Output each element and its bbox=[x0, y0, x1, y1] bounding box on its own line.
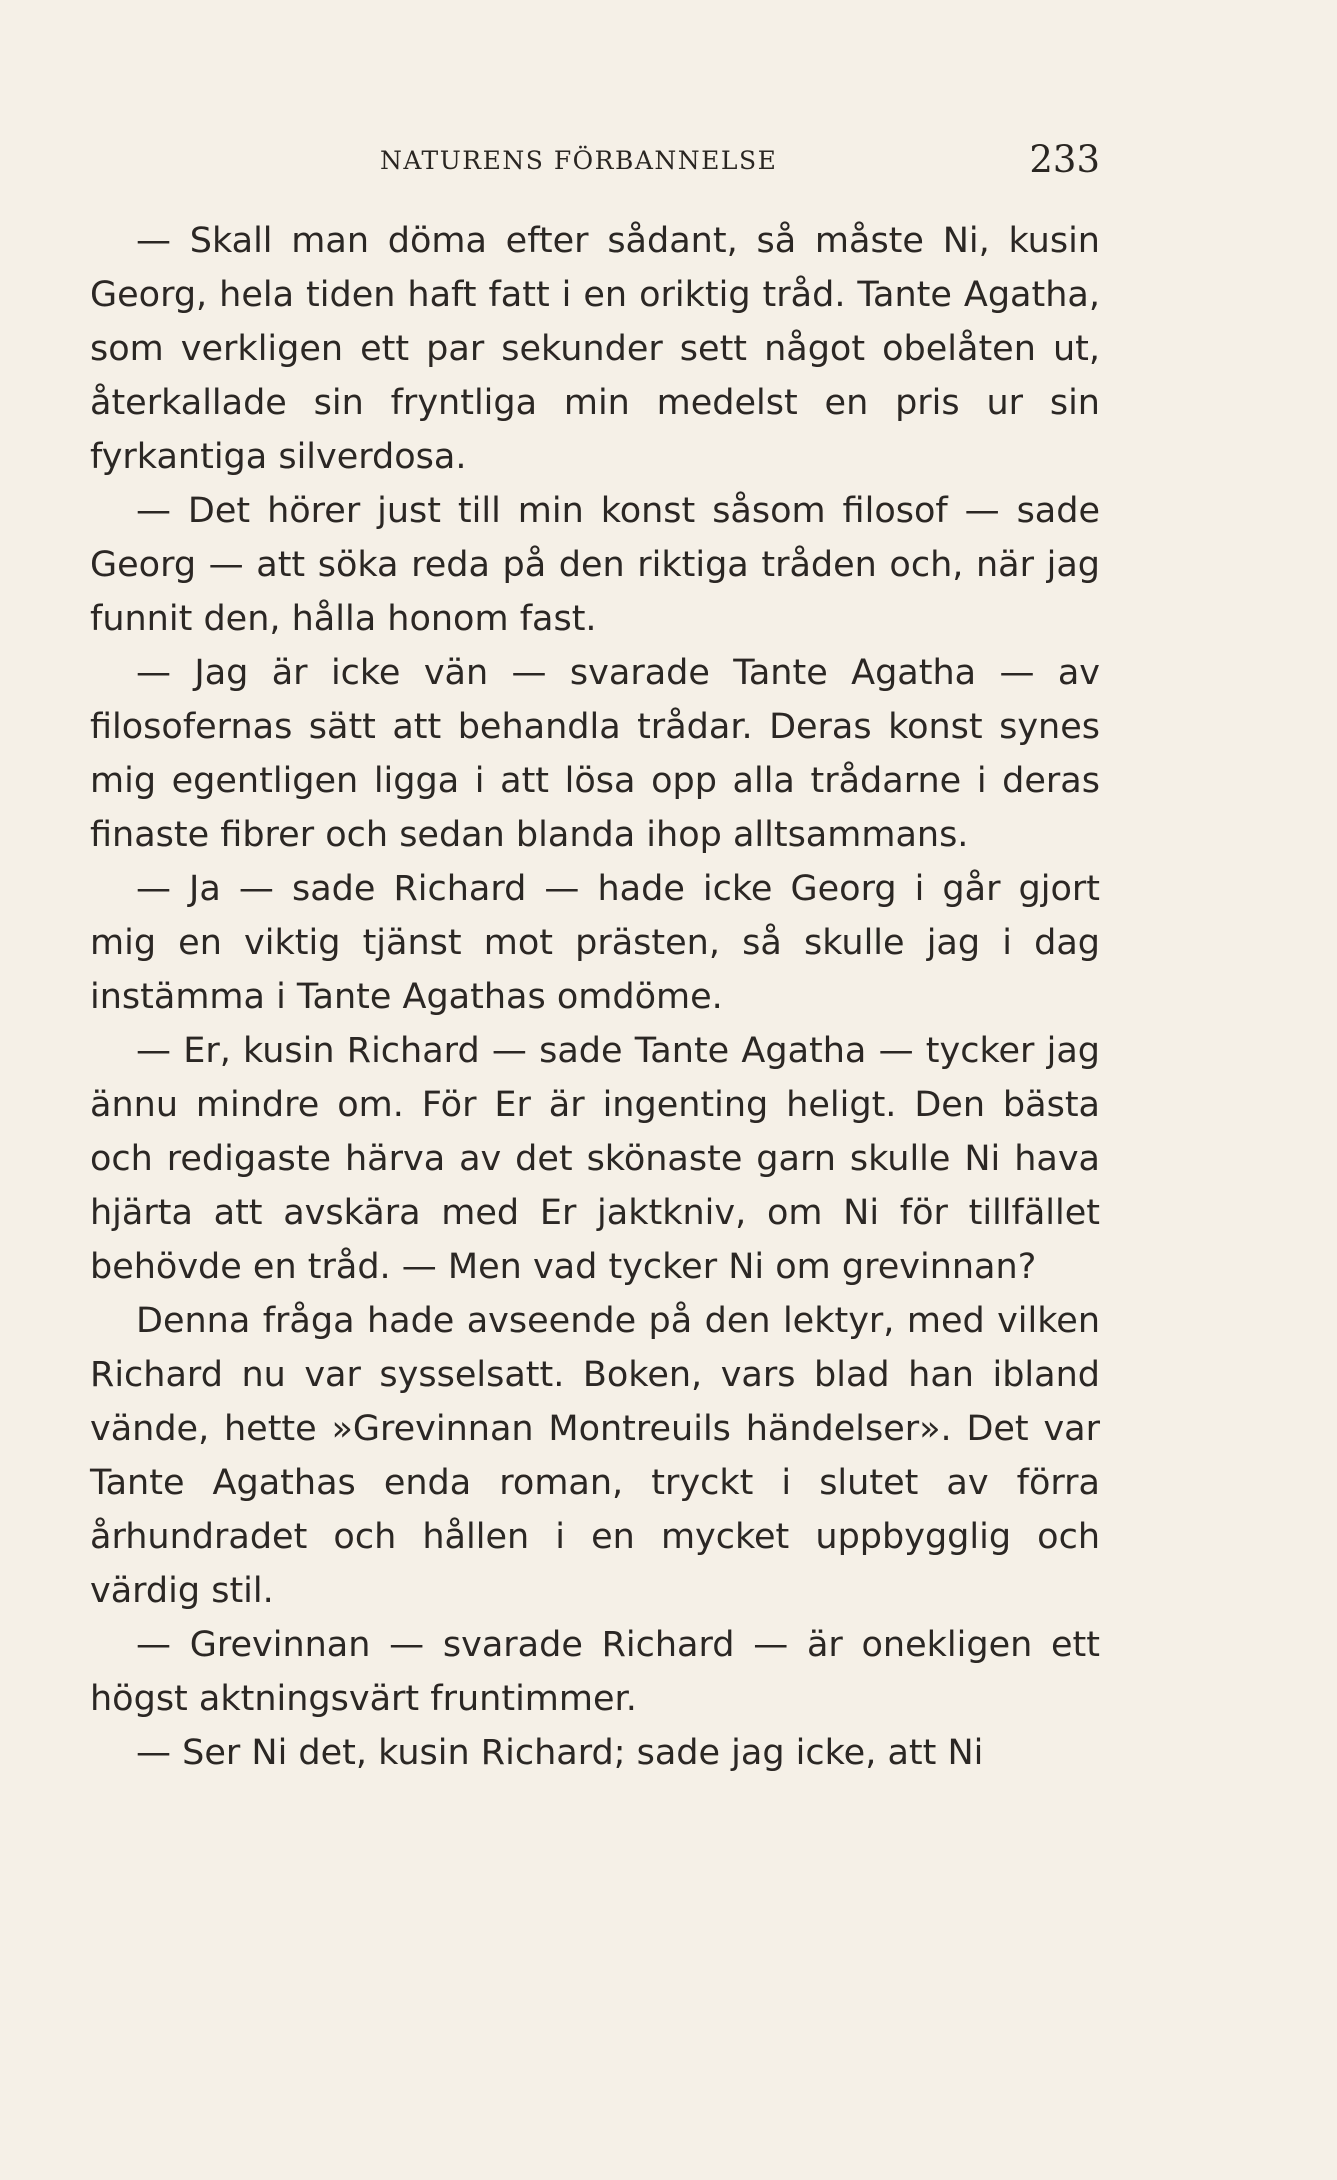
paragraph: — Grevinnan — svarade Richard — är onekligen ett högst aktningsvärt fruntimmer. bbox=[90, 1625, 1100, 1719]
page-number: 233 bbox=[1029, 138, 1100, 181]
running-title: NATURENS FÖRBANNELSE bbox=[380, 146, 778, 175]
paragraph: — Ja — sade Richard — hade icke Georg i går gjort mig en viktig tjänst mot prästen, så skulle jag i dag instämma i Tante Agathas omdöme. bbox=[90, 869, 1100, 1017]
page-header bbox=[90, 138, 1100, 188]
paragraph: Denna fråga hade avseende på den lektyr, med vilken Richard nu var sysselsatt. Boken, vars blad han ibland vände, hette »Grevinnan Montreuils händelser». Det var Tante Agathas enda roman, tryckt i slutet av förra århundradet och hållen i en mycket uppbygglig och värdig stil. bbox=[90, 1301, 1100, 1611]
paragraph: — Er, kusin Richard — sade Tante Agatha — tycker jag ännu mindre om. För Er är ingenting heligt. Den bästa och redigaste härva av det skönaste garn skulle Ni hava hjärta att avskära med Er jaktkniv, om Ni för tillfället behövde en tråd. — Men vad tycker Ni om grevinnan? bbox=[90, 1031, 1100, 1287]
paragraph: — Jag är icke vän — svarade Tante Agatha — av filosofernas sätt att behandla trådar. Deras konst synes mig egentligen ligga i att lösa opp alla trådarne i deras finaste fibrer och sedan blanda ihop alltsammans. bbox=[90, 653, 1100, 855]
body-text bbox=[90, 214, 1100, 1780]
paragraph: — Skall man döma efter sådant, så måste Ni, kusin Georg, hela tiden haft fatt i en oriktig tråd. Tante Agatha, som verkligen ett par sekunder sett något obelåten ut, återkallade sin fryntliga min medelst en pris ur sin fyrkantiga silverdosa. bbox=[90, 221, 1100, 477]
paragraph: — Det hörer just till min konst såsom filosof — sade Georg — att söka reda på den riktiga tråden och, när jag funnit den, hålla honom fast. bbox=[90, 491, 1100, 639]
paragraph: — Ser Ni det, kusin Richard; sade jag icke, att Ni bbox=[136, 1733, 984, 1773]
